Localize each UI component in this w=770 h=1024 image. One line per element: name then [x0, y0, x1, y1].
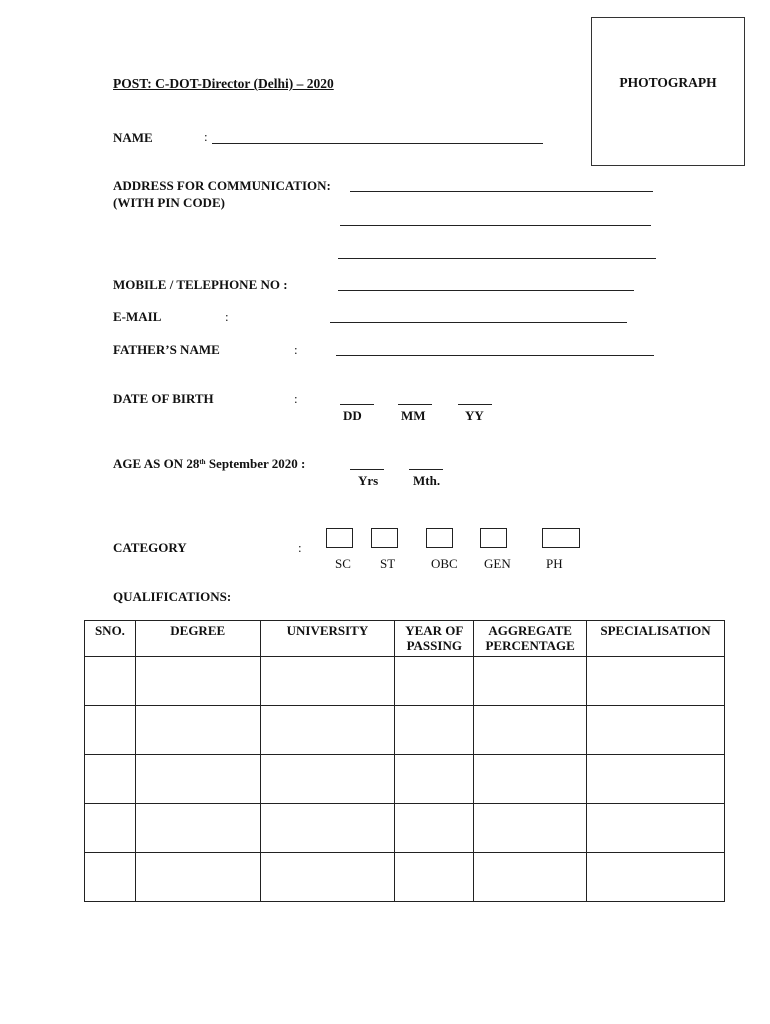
header-sno: SNO. — [85, 621, 136, 657]
cell-year-of-passing[interactable] — [395, 804, 474, 853]
category-gen-checkbox[interactable] — [480, 528, 507, 548]
cell-university[interactable] — [260, 804, 395, 853]
name-colon: : — [204, 129, 208, 144]
dob-year-label: YY — [465, 408, 484, 423]
cell-sno[interactable] — [85, 755, 136, 804]
cell-specialisation[interactable] — [587, 657, 725, 706]
email-label: E-MAIL — [113, 309, 162, 324]
post-title: POST: C-DOT-Director (Delhi) – 2020 — [113, 76, 334, 91]
cell-degree[interactable] — [135, 804, 260, 853]
dob-day-field[interactable] — [340, 404, 374, 405]
email-field[interactable] — [330, 322, 627, 323]
table-row — [85, 853, 725, 902]
cell-university[interactable] — [260, 755, 395, 804]
header-university: UNIVERSITY — [260, 621, 395, 657]
header-year-of-passing: YEAR OF PASSING — [395, 621, 474, 657]
dob-label: DATE OF BIRTH — [113, 391, 214, 406]
cell-university[interactable] — [260, 706, 395, 755]
mobile-field[interactable] — [338, 290, 634, 291]
cell-university[interactable] — [260, 853, 395, 902]
cell-specialisation[interactable] — [587, 804, 725, 853]
cell-sno[interactable] — [85, 804, 136, 853]
name-field[interactable] — [212, 143, 543, 144]
address-label: ADDRESS FOR COMMUNICATION: — [113, 178, 331, 193]
dob-year-field[interactable] — [458, 404, 492, 405]
category-ph-checkbox[interactable] — [542, 528, 580, 548]
dob-month-label: MM — [401, 408, 426, 423]
cell-degree[interactable] — [135, 657, 260, 706]
cell-sno[interactable] — [85, 706, 136, 755]
category-label: CATEGORY — [113, 540, 187, 555]
qualifications-label: QUALIFICATIONS: — [113, 589, 232, 604]
qualifications-table — [84, 620, 725, 902]
cell-year-of-passing[interactable] — [395, 853, 474, 902]
cell-specialisation[interactable] — [587, 853, 725, 902]
father-name-label: FATHER’S NAME — [113, 342, 220, 357]
cell-year-of-passing[interactable] — [395, 706, 474, 755]
table-row — [85, 706, 725, 755]
header-degree: DEGREE — [135, 621, 260, 657]
category-obc-label: OBC — [431, 556, 458, 571]
mobile-label: MOBILE / TELEPHONE NO : — [113, 277, 288, 292]
header-specialisation: SPECIALISATION — [587, 621, 725, 657]
dob-month-field[interactable] — [398, 404, 432, 405]
category-st-checkbox[interactable] — [371, 528, 398, 548]
cell-degree[interactable] — [135, 755, 260, 804]
category-obc-checkbox[interactable] — [426, 528, 453, 548]
address-field-line-3[interactable] — [338, 258, 656, 259]
age-label: AGE AS ON 28th September 2020 : — [113, 456, 306, 471]
category-st-label: ST — [380, 556, 396, 571]
category-gen-label: GEN — [484, 556, 511, 571]
address-field-line-1[interactable] — [350, 191, 653, 192]
category-sc-label: SC — [335, 556, 351, 571]
cell-sno[interactable] — [85, 853, 136, 902]
age-years-label: Yrs — [358, 473, 379, 488]
category-ph-label: PH — [546, 556, 563, 571]
cell-degree[interactable] — [135, 706, 260, 755]
table-row — [85, 804, 725, 853]
cell-year-of-passing[interactable] — [395, 657, 474, 706]
cell-aggregate-percentage[interactable] — [474, 706, 587, 755]
father-name-colon: : — [294, 342, 298, 357]
cell-specialisation[interactable] — [587, 706, 725, 755]
category-colon: : — [298, 540, 302, 555]
photograph-label: PHOTOGRAPH — [619, 75, 717, 90]
cell-aggregate-percentage[interactable] — [474, 804, 587, 853]
email-colon: : — [225, 309, 229, 324]
pin-code-label: (WITH PIN CODE) — [113, 195, 225, 210]
table-header-row — [85, 621, 725, 657]
dob-colon: : — [294, 391, 298, 406]
category-sc-checkbox[interactable] — [326, 528, 353, 548]
father-name-field[interactable] — [336, 355, 654, 356]
cell-year-of-passing[interactable] — [395, 755, 474, 804]
age-months-label: Mth. — [413, 473, 441, 488]
header-aggregate-percentage: AGGREGATE PERCENTAGE — [474, 621, 587, 657]
table-row — [85, 657, 725, 706]
cell-sno[interactable] — [85, 657, 136, 706]
cell-degree[interactable] — [135, 853, 260, 902]
photograph-box — [591, 17, 745, 166]
age-months-field[interactable] — [409, 469, 443, 470]
address-field-line-2[interactable] — [340, 225, 651, 226]
cell-specialisation[interactable] — [587, 755, 725, 804]
cell-university[interactable] — [260, 657, 395, 706]
cell-aggregate-percentage[interactable] — [474, 657, 587, 706]
dob-day-label: DD — [343, 408, 362, 423]
cell-aggregate-percentage[interactable] — [474, 853, 587, 902]
cell-aggregate-percentage[interactable] — [474, 755, 587, 804]
age-years-field[interactable] — [350, 469, 384, 470]
table-row — [85, 755, 725, 804]
name-label: NAME — [113, 130, 153, 145]
